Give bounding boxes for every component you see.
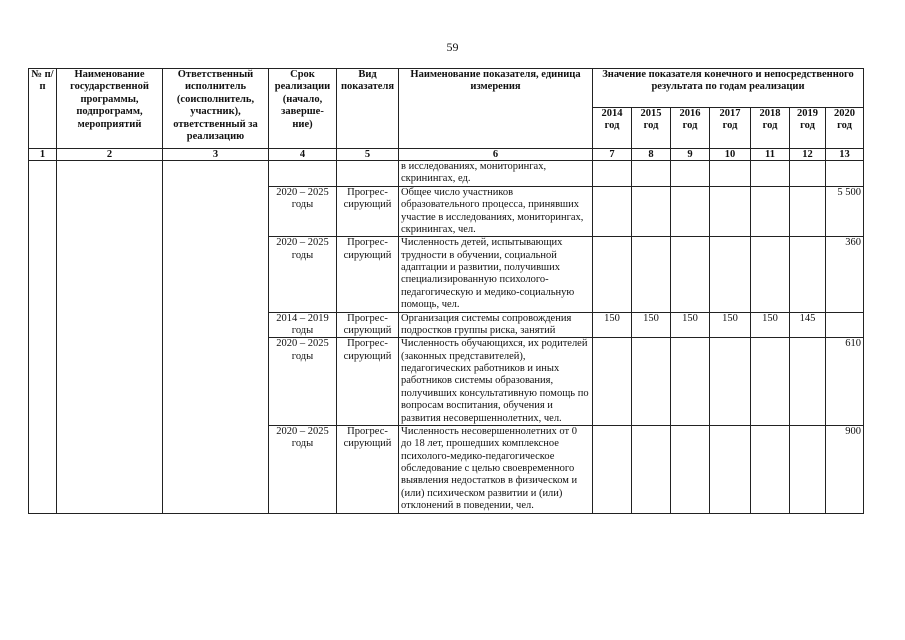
value-cell (710, 186, 751, 237)
value-cell (593, 161, 632, 187)
term-cell: 2014 – 2019 годы (269, 312, 337, 338)
value-cell (751, 186, 790, 237)
value-cell (710, 425, 751, 513)
term-cell: 2020 – 2025 годы (269, 186, 337, 237)
type-cell (337, 161, 399, 187)
value-cell (632, 161, 671, 187)
value-cell (671, 237, 710, 312)
value-cell (751, 161, 790, 187)
value-cell (710, 338, 751, 426)
header-year: 2017 год (710, 108, 751, 149)
header-program: Наименование государственной программы, подпрограмм, мероприятий (57, 69, 163, 149)
type-cell: Прогрес- сирующий (337, 338, 399, 426)
value-cell (593, 186, 632, 237)
value-cell (790, 338, 826, 426)
type-cell: Прогрес- сирующий (337, 312, 399, 338)
column-numbers-row (29, 149, 864, 161)
value-cell: 610 (826, 338, 864, 426)
header-indicator: Наименование показателя, единица измерения (399, 69, 593, 149)
value-cell (671, 186, 710, 237)
header-num: № п/п (29, 69, 57, 149)
value-cell (751, 237, 790, 312)
column-number: 13 (826, 149, 864, 161)
value-cell (751, 338, 790, 426)
column-number: 7 (593, 149, 632, 161)
column-number: 12 (790, 149, 826, 161)
indicators-table (28, 68, 864, 514)
value-cell (632, 186, 671, 237)
value-cell (593, 338, 632, 426)
value-cell: 900 (826, 425, 864, 513)
value-cell (671, 161, 710, 187)
term-cell: 2020 – 2025 годы (269, 237, 337, 312)
column-number: 2 (57, 149, 163, 161)
term-cell: 2020 – 2025 годы (269, 425, 337, 513)
program-cell (57, 161, 163, 514)
value-cell (790, 161, 826, 187)
type-cell: Прогрес- сирующий (337, 186, 399, 237)
indicator-cell: в исследованиях, мониторингах, скринингах, ед. (399, 161, 593, 187)
column-number: 3 (163, 149, 269, 161)
header-executor: Ответственный исполнитель (соисполнитель, участник), ответственный за реализацию (163, 69, 269, 149)
value-cell (710, 161, 751, 187)
column-number: 1 (29, 149, 57, 161)
header-year: 2015 год (632, 108, 671, 149)
indicator-cell: Численность детей, испытывающих трудности в обучении, социальной адаптации и развитии, получивших специализированную психолого-педагогическую и медико-социальную помощь, чел. (399, 237, 593, 312)
header-type: Вид показателя (337, 69, 399, 149)
value-cell (593, 425, 632, 513)
header-year: 2018 год (751, 108, 790, 149)
value-cell: 150 (751, 312, 790, 338)
column-number: 10 (710, 149, 751, 161)
indicator-cell: Организация системы сопровождения подростков группы риска, занятий (399, 312, 593, 338)
indicator-cell: Численность несовершеннолетних от 0 до 18 лет, прошедших комплексное психолого-медико-педагогическое обследование с целью своевременного выявления недостатков в физическом и (или) психическом развитии и (или) отклонений в поведении, чел. (399, 425, 593, 513)
value-cell (671, 338, 710, 426)
column-number: 6 (399, 149, 593, 161)
column-number: 9 (671, 149, 710, 161)
indicator-cell: Численность обучающихся, их родителей (законных представителей), педагогических работников и иных работников системы образования, получивших консультативную помощь по вопросам воспитания, обучения и развития несовершеннолетних, чел. (399, 338, 593, 426)
column-number: 4 (269, 149, 337, 161)
value-cell (632, 237, 671, 312)
executor-cell (163, 161, 269, 514)
value-cell: 360 (826, 237, 864, 312)
value-cell (632, 425, 671, 513)
value-cell (751, 425, 790, 513)
value-cell: 5 500 (826, 186, 864, 237)
value-cell: 150 (671, 312, 710, 338)
value-cell (593, 237, 632, 312)
header-year: 2020 год (826, 108, 864, 149)
value-cell (790, 186, 826, 237)
type-cell: Прогрес- сирующий (337, 425, 399, 513)
header-term: Срок реализации (начало, заверше- ние) (269, 69, 337, 149)
value-cell: 145 (790, 312, 826, 338)
value-cell (790, 425, 826, 513)
header-year: 2014 год (593, 108, 632, 149)
header-year: 2016 год (671, 108, 710, 149)
column-number: 8 (632, 149, 671, 161)
num-cell (29, 161, 57, 514)
header-year: 2019 год (790, 108, 826, 149)
value-cell (671, 425, 710, 513)
value-cell (826, 161, 864, 187)
value-cell (826, 312, 864, 338)
value-cell: 150 (593, 312, 632, 338)
term-cell (269, 161, 337, 187)
value-cell: 150 (632, 312, 671, 338)
header-row (29, 69, 864, 108)
value-cell (632, 338, 671, 426)
value-cell (790, 237, 826, 312)
value-cell (710, 237, 751, 312)
term-cell: 2020 – 2025 годы (269, 338, 337, 426)
header-values-group: Значение показателя конечного и непосредственного результата по годам реализации (593, 69, 864, 108)
indicator-cell: Общее число участников образовательного процесса, принявших участие в исследованиях, мониторингах, скринингах, чел. (399, 186, 593, 237)
table-row (29, 161, 864, 187)
page-number: 59 (446, 40, 459, 54)
column-number: 11 (751, 149, 790, 161)
value-cell: 150 (710, 312, 751, 338)
column-number: 5 (337, 149, 399, 161)
type-cell: Прогрес- сирующий (337, 237, 399, 312)
